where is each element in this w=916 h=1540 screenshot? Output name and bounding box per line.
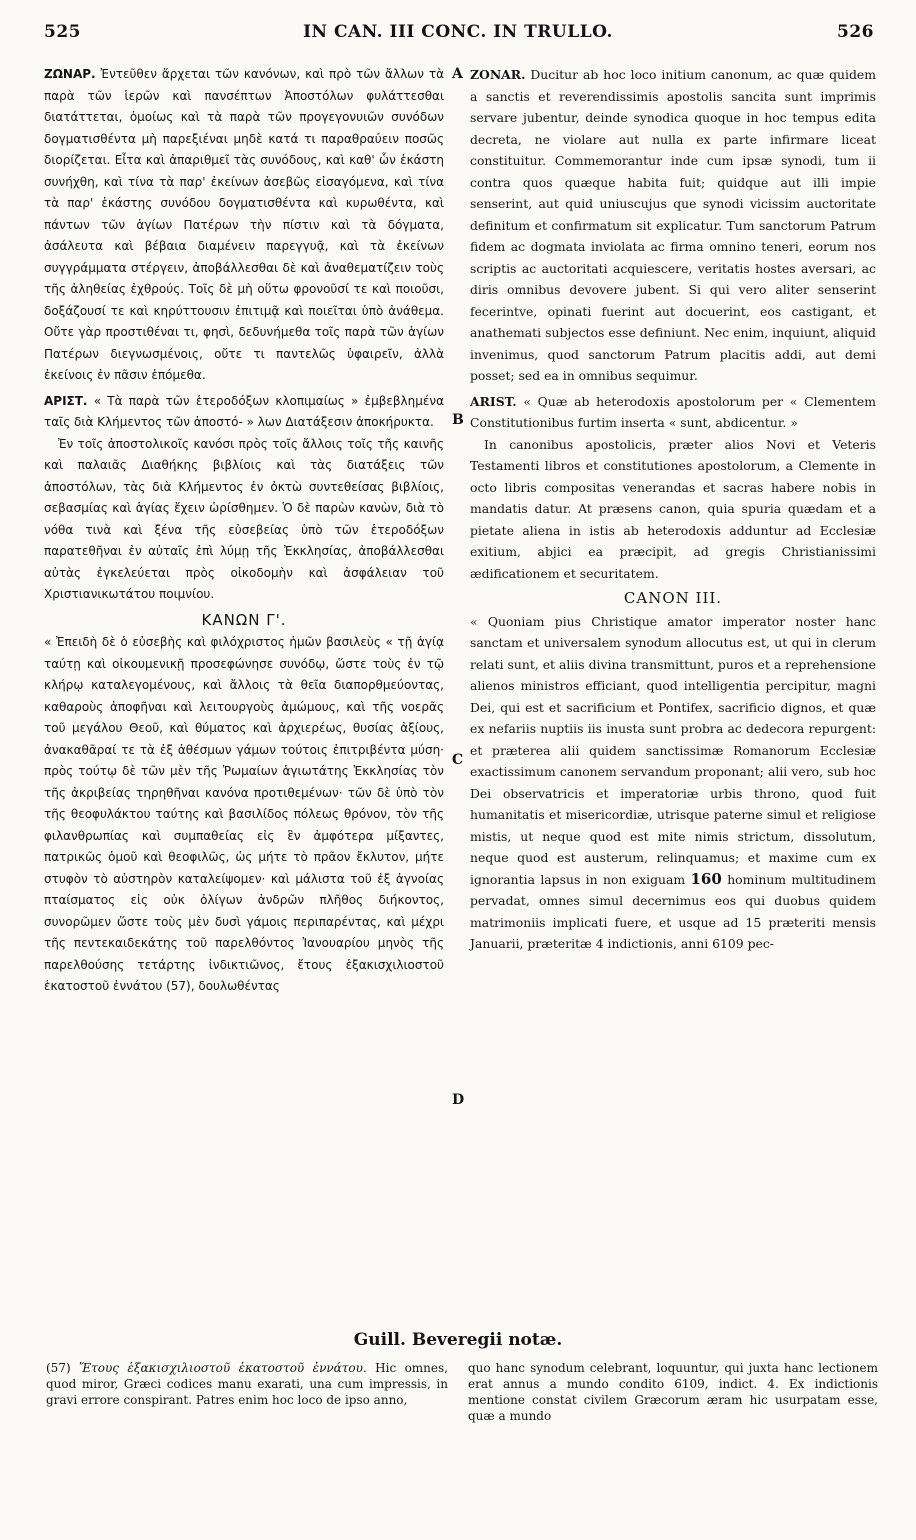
greek-zonaras-paragraph (44, 64, 444, 387)
latin-canon-text: « Quoniam pius Christique amator imperator noster hanc sanctam et universalem synodum allocutus est, ut qui in clerum relati sunt, et aliis divina transmittunt, puros et a reprehensione alienos ministros efficiant, quod intelligentia percipitur, magni Dei, qui est et sacrificium et Pontifex, sacrificio dignos, et quæ ex nefariis nuptiis iis inusta sunt probra ac dedecora repurgent: et præterea alii quidem sanctissimæ Romanorum Ecclesiæ exactissimum canonem servandum proponant; alii vero, sub hoc Dei observatricis et imperatoriæ urbis throno, quod fuit humanitatis et misericordiæ, utrisque paterne simul et religiose mistis, ut neque quod est mite nimis strictum, dissolutum, neque quod est austerum, relinquamus; et maxime cum ex ignorantia lapsus in non exiguam (470, 613, 876, 887)
latin-canon-marginal-number: 160 (690, 869, 722, 888)
greek-canon-title: ΚΑΝΩΝ Γ'. (201, 610, 287, 629)
notes-right-column (468, 1360, 878, 1424)
greek-aristenus-label: ΑΡΙΣΤ. (44, 393, 88, 408)
latin-aristenus-quote: « Quæ ab heterodoxis apostolorum per « Clementem Constitutionibus furtim inserta « sunt, abdicentur. » (470, 393, 876, 430)
latin-aristenus-paragraph (470, 391, 876, 434)
margin-marker-d: D (452, 1092, 465, 1108)
latin-zonaras-text: Ducitur ab hoc loco initium canonum, ac quæ quidem a sanctis et reverendissimis apostolis sancita sunt imprimis servare jubentur, deinde synodica quoque in hoc tempus edita decreta, ne violare aut nulla ex parte infirmare liceat constituitur. Commemorantur inde cum ipsæ synodi, tum ii contra quos quæque habita fuit; quidque aut illi impie senserint, aut quid uniuscujus que synodi vicissim auctoritate definitum et confirmatum sit explicatur. Tum sanctorum Patrum fidem ac dogmata inviolata ac firma omnino teneri, eorum nos scriptis ac auctoritati acquiescere, veritatis hostes aversari, ac diris omnibus devovere jubent. Si qui vero aliter senserint fecerintve, opinati fuerint aut docuerint, eos castigant, et anathemati subjectos esse definiunt. Nec enim, inquiunt, aliquid invenimus, quod sanctorum Patrum placitis addi, aut demi posset; sed ea in omnibus sequimur. (470, 67, 876, 383)
note-reference: (57) (46, 1361, 71, 1375)
page-number-left: 525 (44, 22, 81, 42)
margin-marker-a: A (452, 66, 463, 82)
latin-canon-text-end: hominum multitudinem pervadat, omnes simul decernimus eos qui duobus quidem matrimoniis implicati fuere, et usque ad 15 præteriti mensis Januarii, præteritæ 4 indictionis, anni 6109 pec- (470, 871, 876, 951)
latin-zonaras-label: ZONAR. (470, 67, 526, 82)
margin-marker-b: B (452, 412, 464, 428)
note-left-text: Hic omnes, quod miror, Græci codices manu exarati, una cum impressis, in gravi errore conspirant. Patres enim hoc loco de ipso anno, (46, 1361, 448, 1407)
page-number-right: 526 (837, 22, 874, 42)
note-greek-phrase: Ἔτους ἑξακισχιλιοστοῦ ἑκατοστοῦ ἐννάτου. (79, 1361, 367, 1375)
latin-canon-title: CANON III. (623, 589, 723, 607)
latin-zonaras-paragraph (470, 64, 876, 387)
note-right-text: quo hanc synodum celebrant, loquuntur, qui juxta hanc lectionem erat annus a mundo condito 6109, indict. 4. Ex indictionis mentione constat civilem Græcorum æram hic usurpatam esse, quæ a mundo (468, 1361, 878, 1423)
greek-aristenus-quote: « Τὰ παρὰ τῶν ἑτεροδόξων κλοπιμαίως » ἐμβεβλημένα ταῖς διὰ Κλήμεντος τῶν ἀποστό- » λων Διατάξεσιν ἀποκήρυκτα. (44, 393, 444, 429)
notes-left-column (46, 1360, 448, 1408)
greek-zonaras-label: ΖΩΝΑΡ. (44, 67, 96, 81)
latin-canon-paragraph (470, 611, 876, 955)
latin-aristenus-label: ARIST. (470, 393, 517, 409)
greek-zonaras-text: Ἐντεῦθεν ἄρχεται τῶν κανόνων, καὶ πρὸ τῶν ἄλλων τὰ παρὰ τῶν ἱερῶν καὶ πανσέπτων Ἀποστόλων φυλάττεσθαι διατάττεται, ὁμοίως καὶ τὰ παρὰ τῶν προγεγονυιῶν συνόδων δογματισθέντα μὴ παρεξιέναι μηδὲ κατά τι παραθραύειν ποσῶς διορίζεται. Εἶτα καὶ ἀπαριθμεῖ τὰς συνόδους, καὶ καθ' ὧν ἑκάστη συνήχθη, καὶ τίνα τὰ παρ' ἐκείνων ἀσεβῶς εἰσαγόμενα, καὶ τίνα τὰ παρ' ἑκάστης συνόδου δογματισθέντα καὶ κυρωθέντα, καὶ πάντων τῶν ἁγίων Πατέρων τὴν πίστιν καὶ τὰ δόγματα, ἀσάλευτα καὶ βέβαια διαμένειν παρεγγυᾷ, καὶ τὰ ἐκείνων συγγράμματα στέργειν, ἀποβάλλεσθαι δὲ καὶ ἀναθεματίζειν τοὺς τῆς ἀληθείας ἐχθρούς. Τοῖς δὲ μὴ οὕτω φρονοῦσί τε καὶ ποιοῦσι, δοξάζουσί τε καὶ κηρύττουσιν ἐπιτιμᾷ καὶ ποιεῖται ὑπὸ ἀνάθεμα. Οὔτε γὰρ προστιθέναι τι, φησὶ, δεδυνήμεθα τοῖς παρὰ τῶν ἁγίων Πατέρων διεγνωσμένοις, οὔτε τι παντελῶς ὑφαιρεῖν, ἀλλὰ ἐκείνοις ἐν πᾶσιν ἑπόμεθα. (44, 67, 444, 382)
latin-aristenus-text: In canonibus apostolicis, præter alios Novi et Veteris Testamenti libros et constitutiones apostolorum, a Clemente in octo libris compositas venerandas et sacras habere nobis in mandatis datur. At præsens canon, quia spuria quædam et a pietate aliena in istis ab heterodoxis adduntur ad Ecclesiæ exitium, abjici ea præcipit, ad gregis Christianissimi ædificationem et securitatem. (470, 436, 876, 581)
margin-marker-c: C (452, 752, 464, 768)
greek-aristenus-text: Ἐν τοῖς ἀποστολικοῖς κανόσι πρὸς τοῖς ἄλλοις τοῖς τῆς καινῆς καὶ παλαιᾶς Διαθήκης βιβλίοις καὶ τὰς διατάξεις τῶν ἀποστόλων, τὰς διὰ Κλήμεντος ἐν ὀκτὼ συντεθείσας βιβλίοις, σεβασμίας καὶ ἁγίας ἔχειν ὡρίσθημεν. Ὁ δὲ παρὼν κανὼν, διὰ τὸ νόθα τινὰ καὶ ξένα τῆς εὐσεβείας ὑπὸ τῶν ἑτεροδόξων παρατεθῆναι ἐν αὐταῖς ἐπὶ λύμῃ τῆς Ἐκκλησίας, ἀποβάλλεσθαι αὐτὰς ἐγκελεύεται πρὸς οἰκοδομὴν καὶ ἀσφάλειαν τοῦ Χριστιανικωτάτου ποιμνίου. (44, 436, 444, 601)
greek-aristenus-paragraph (44, 391, 444, 434)
greek-column (44, 64, 444, 998)
greek-canon-text: « Ἐπειδὴ δὲ ὁ εὐσεβὴς καὶ φιλόχριστος ἡμῶν βασιλεὺς « τῇ ἁγίᾳ ταύτῃ καὶ οἰκουμενικῇ προσεφώνησε συνόδῳ, ὥστε τοὺς ἐν τῷ κλήρῳ καταλεγομένους, καὶ ἄλλοις τὰ θεῖα διαπορθμεύοντας, καθαροὺς ἀποφῆναι καὶ λειτουργοὺς ἀμώμους, καὶ τῆς νοερᾶς τοῦ μεγάλου Θεοῦ, καὶ θύματος καὶ ἀρχιερέως, θυσίας ἀξίους, ἀνακαθᾶραί τε τὰ ἐξ ἀθέσμων γάμων τούτοις ἐπιτριβέντα μύση· πρὸς τούτῳ δὲ τῶν μὲν τῆς Ῥωμαίων ἁγιωτάτης Ἐκκλησίας τὸν τῆς ἀκριβείας τηρηθῆναι κανόνα προτιθεμένων· τῶν δὲ ὑπὸ τὸν τῆς θεοφυλάκτου ταύτης καὶ βασιλίδος πόλεως θρόνον, τὸν τῆς φιλανθρωπίας καὶ συμπαθείας εἰς ἓν ἀμφότερα μίξαντες, πατρικῶς ὁμοῦ καὶ θεοφιλῶς, ὡς μήτε τὸ πρᾶον ἔκλυτον, μήτε στυφὸν τὸ αὐστηρὸν καταλείψομεν· καὶ μάλιστα τοῦ ἐξ ἀγνοίας πταίσματος εἰς οὐκ ὀλίγων ἀνδρῶν πλῆθος διήκοντος, συνορῶμεν ὥστε τοὺς μὲν δυσὶ γάμοις περιπαρέντας, καὶ μέχρι τῆς πεντεκαιδεκάτης τοῦ παρελθόντος Ἰανουαρίου μηνὸς τῆς παρελθούσης τετάρτης ἰνδικτιῶνος, ἔτους ἑξακισχιλιοστοῦ ἑκατοστοῦ ἐννάτου (57), δουλωθέντας (44, 635, 444, 993)
latin-column (470, 64, 876, 955)
notes-title: Guill. Beveregii notæ. (353, 1330, 563, 1350)
running-header: IN CAN. III CONC. IN TRULLO. (303, 22, 613, 42)
